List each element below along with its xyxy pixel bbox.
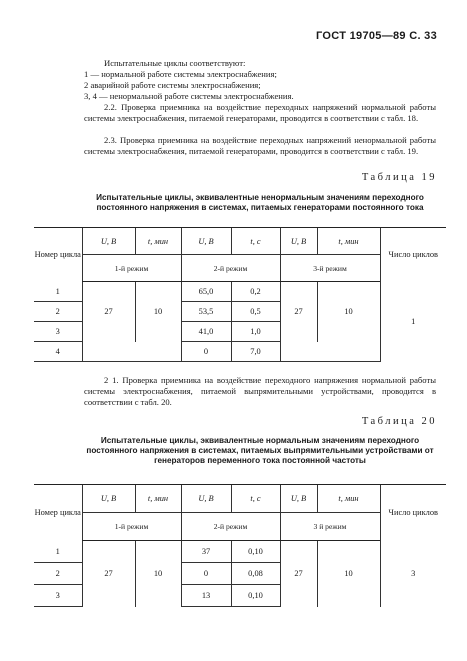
mode-2-voltage: 0 — [181, 563, 231, 585]
mode-2-time: 7,0 — [231, 342, 280, 362]
col-t-header: t, мин — [135, 485, 181, 513]
col-u-header: U, В — [280, 485, 317, 513]
cycle-count: 3 — [380, 541, 446, 607]
col-count-header: Число циклов — [380, 485, 446, 541]
mode-2-header: 2-й режим — [181, 255, 280, 282]
mode-3-voltage: 27 — [280, 541, 317, 607]
mode-2-header: 2-й режим — [181, 513, 280, 541]
intro-line: 2 аварийной работе системы электроснабжения; — [84, 80, 261, 90]
col-count-header: Число циклов — [380, 228, 446, 282]
cycle-count: 1 — [380, 282, 446, 362]
cycle-number: 1 — [34, 541, 82, 563]
table-19-label: Таблица 19 — [361, 172, 437, 183]
paragraph-2-2: 2.2. Проверка приемника на воздействие переходных напряжений нормальной работы системы электроснабжения, питаемой генераторами, проводится в соответствии с табл. 18. — [84, 102, 436, 123]
mode-3-voltage: 27 — [280, 282, 317, 342]
table-19 — [34, 227, 446, 362]
mode-1-time: 10 — [135, 541, 181, 607]
col-u-header: U, В — [181, 485, 231, 513]
mode-2-voltage: 0 — [181, 342, 231, 362]
intro-line: 1 — нормальной работе системы электроснабжения; — [84, 69, 277, 79]
mode-2-time: 0,5 — [231, 302, 280, 322]
page-header: ГОСТ 19705—89 С. 33 — [316, 30, 437, 42]
table-19-title: Испытательные циклы, эквивалентные ненормальным значениям переходного постоянного напряжения в системах, питаемых генераторами постоянного тока — [96, 193, 424, 212]
mode-2-time: 1,0 — [231, 322, 280, 342]
col-t-header: t, мин — [317, 228, 380, 255]
mode-3-time: 10 — [317, 541, 380, 607]
paragraph-2-3: 2.3. Проверка приемника на воздействие переходных напряжений ненормальной работы системы электроснабжения, питаемой генераторами, проводится в соответствии с табл. 19. — [84, 135, 436, 156]
col-cycle-header: Номер цикла — [34, 485, 82, 541]
mode-2-time: 0,08 — [231, 563, 280, 585]
mode-1-voltage: 27 — [82, 282, 135, 342]
intro-line: 3, 4 — ненормальной работе системы электроснабжения. — [84, 91, 294, 101]
mode-3-time: 10 — [317, 282, 380, 342]
mode-2-voltage: 65,0 — [181, 282, 231, 302]
col-t-header: t, с — [231, 228, 280, 255]
cycle-number: 1 — [34, 282, 82, 302]
cycle-number: 3 — [34, 322, 82, 342]
cycle-number: 2 — [34, 302, 82, 322]
mode-2-time: 0,10 — [231, 585, 280, 607]
intro-line: Испытательные циклы соответствуют: — [104, 58, 246, 68]
table-20-title: Испытательные циклы, эквивалентные нормальным значениям переходного постоянного напряжения в системах, питаемых выпрямительными устройствами от генераторов переменного тока постоянной частоты — [86, 436, 434, 465]
empty-cell — [280, 342, 380, 362]
mode-3-header: 3 й режим — [280, 513, 380, 541]
col-cycle-header: Номер цикла — [34, 228, 82, 282]
mode-2-time: 0,2 — [231, 282, 280, 302]
cycle-number: 4 — [34, 342, 82, 362]
col-u-header: U, В — [82, 485, 135, 513]
mode-3-header: 3-й режим — [280, 255, 380, 282]
mode-2-voltage: 53,5 — [181, 302, 231, 322]
mode-2-time: 0,10 — [231, 541, 280, 563]
mode-2-voltage: 37 — [181, 541, 231, 563]
col-t-header: t, мин — [135, 228, 181, 255]
mode-1-header: 1-й режим — [82, 255, 181, 282]
mode-1-header: 1-й режим — [82, 513, 181, 541]
col-t-header: t, с — [231, 485, 280, 513]
col-u-header: U, В — [181, 228, 231, 255]
table-20-label: Таблица 20 — [361, 416, 437, 427]
col-t-header: t, мин — [317, 485, 380, 513]
mode-1-voltage: 27 — [82, 541, 135, 607]
col-u-header: U, В — [82, 228, 135, 255]
mode-2-voltage: 13 — [181, 585, 231, 607]
table-20 — [34, 484, 446, 607]
cycle-number: 3 — [34, 585, 82, 607]
col-u-header: U, В — [280, 228, 317, 255]
intro-text — [84, 58, 436, 102]
empty-cell — [82, 342, 181, 362]
paragraph-2-1: 2 1. Проверка приемника на воздействие переходного напряжения нормальной работы системы электроснабжения, питаемой выпрямительными устройствами, проводится в соответствии с табл. 20. — [84, 375, 436, 407]
mode-2-voltage: 41,0 — [181, 322, 231, 342]
cycle-number: 2 — [34, 563, 82, 585]
mode-1-time: 10 — [135, 282, 181, 342]
